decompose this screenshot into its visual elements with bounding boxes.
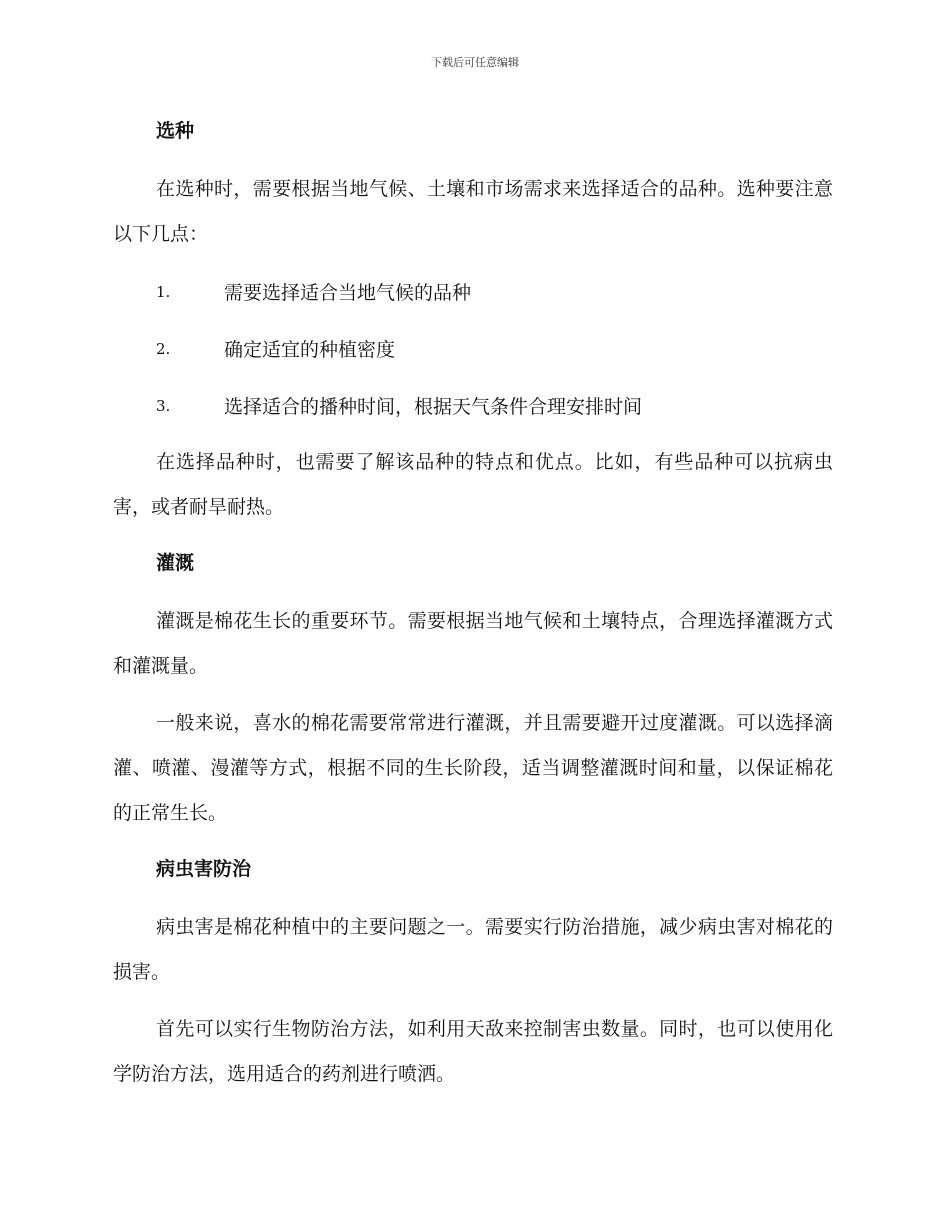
list-item	[113, 383, 833, 428]
irrigation-paragraph-1: 灌溉是棉花生长的重要环节。需要根据当地气候和土壤特点，合理选择灌溉方式和灌溉量。	[113, 610, 833, 677]
list-item	[113, 269, 833, 314]
list-item-text: 选择适合的播种时间，根据天气条件合理安排时间	[224, 396, 643, 418]
irrigation-paragraph-2: 一般来说，喜水的棉花需要常常进行灌溉，并且需要避开过度灌溉。可以选择滴灌、喷灌、漫灌等方式，根据不同的生长阶段，适当调整灌溉时间和量，以保证棉花的正常生长。	[113, 712, 833, 824]
seed-selection-intro: 在选种时，需要根据当地气候、土壤和市场需求来选择适合的品种。选种要注意以下几点：	[113, 178, 833, 245]
list-item-number: 1.	[156, 282, 171, 301]
list-item-text: 确定适宜的种植密度	[224, 339, 396, 361]
section-heading-pest-control: 病虫害防治	[156, 858, 252, 880]
list-item-number: 2.	[156, 339, 171, 358]
header-note: 下载后可任意编辑	[431, 56, 519, 69]
section-heading-irrigation: 灌溉	[156, 552, 195, 574]
list-item-number: 3.	[156, 396, 171, 415]
document-body	[113, 110, 833, 1109]
pest-control-paragraph-2: 首先可以实行生物防治方法，如利用天敌来控制害虫数量。同时，也可以使用化学防治方法，选用适合的药剂进行喷洒。	[113, 1018, 833, 1085]
list-item	[113, 326, 833, 371]
section-heading-seed-selection: 选种	[156, 120, 195, 142]
seed-selection-list	[113, 269, 833, 428]
seed-selection-closing: 在选择品种时，也需要了解该品种的特点和优点。比如，有些品种可以抗病虫害，或者耐旱耐热。	[113, 451, 833, 518]
pest-control-paragraph-1: 病虫害是棉花种植中的主要问题之一。需要实行防治措施，减少病虫害对棉花的损害。	[113, 916, 833, 983]
list-item-text: 需要选择适合当地气候的品种	[224, 282, 472, 304]
